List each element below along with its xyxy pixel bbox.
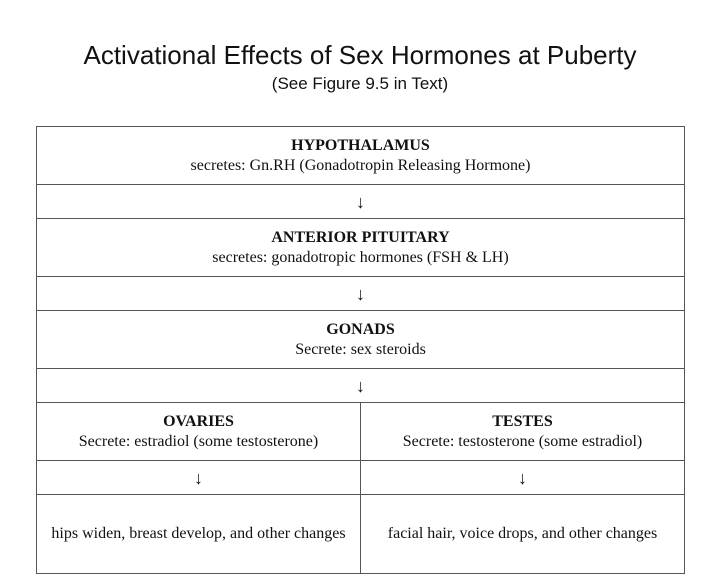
testes-effects: facial hair, voice drops, and other changes xyxy=(361,495,685,574)
testes-heading: TESTES xyxy=(492,412,553,430)
down-arrow-icon: ↓ xyxy=(37,277,685,311)
down-arrow-icon: ↓ xyxy=(37,461,361,495)
pituitary-heading: ANTERIOR PITUITARY xyxy=(271,228,450,246)
hypothalamus-box xyxy=(37,127,685,185)
arrow-row xyxy=(37,277,685,311)
pituitary-row xyxy=(37,219,685,277)
slide-title: Activational Effects of Sex Hormones at Puberty xyxy=(83,40,637,70)
arrow-row xyxy=(37,369,685,403)
pituitary-box xyxy=(37,219,685,277)
arrow-row xyxy=(37,185,685,219)
ovaries-box xyxy=(37,403,361,461)
ovaries-text: Secrete: estradiol (some testosterone) xyxy=(78,432,319,450)
testes-box xyxy=(361,403,685,461)
gonads-row xyxy=(37,311,685,369)
ovaries-effects: hips widen, breast develop, and other changes xyxy=(37,495,361,574)
arrow-row xyxy=(37,461,685,495)
ovaries-testes-row xyxy=(37,403,685,461)
gonads-text: Secrete: sex steroids xyxy=(295,340,426,358)
effects-row xyxy=(37,495,685,574)
down-arrow-icon: ↓ xyxy=(361,461,685,495)
hypothalamus-row xyxy=(37,127,685,185)
down-arrow-icon: ↓ xyxy=(37,185,685,219)
ovaries-heading: OVARIES xyxy=(163,412,234,430)
testes-text: Secrete: testosterone (some estradiol) xyxy=(402,432,643,450)
pituitary-text: secretes: gonadotropic hormones (FSH & LH) xyxy=(212,248,509,266)
gonads-heading: GONADS xyxy=(326,320,395,338)
hypothalamus-heading: HYPOTHALAMUS xyxy=(291,136,430,154)
hypothalamus-text: secretes: Gn.RH (Gonadotropin Releasing Hormone) xyxy=(190,156,531,174)
down-arrow-icon: ↓ xyxy=(37,369,685,403)
slide-subtitle: (See Figure 9.5 in Text) xyxy=(271,74,449,93)
hormone-flow-diagram xyxy=(36,126,685,574)
gonads-box xyxy=(37,311,685,369)
